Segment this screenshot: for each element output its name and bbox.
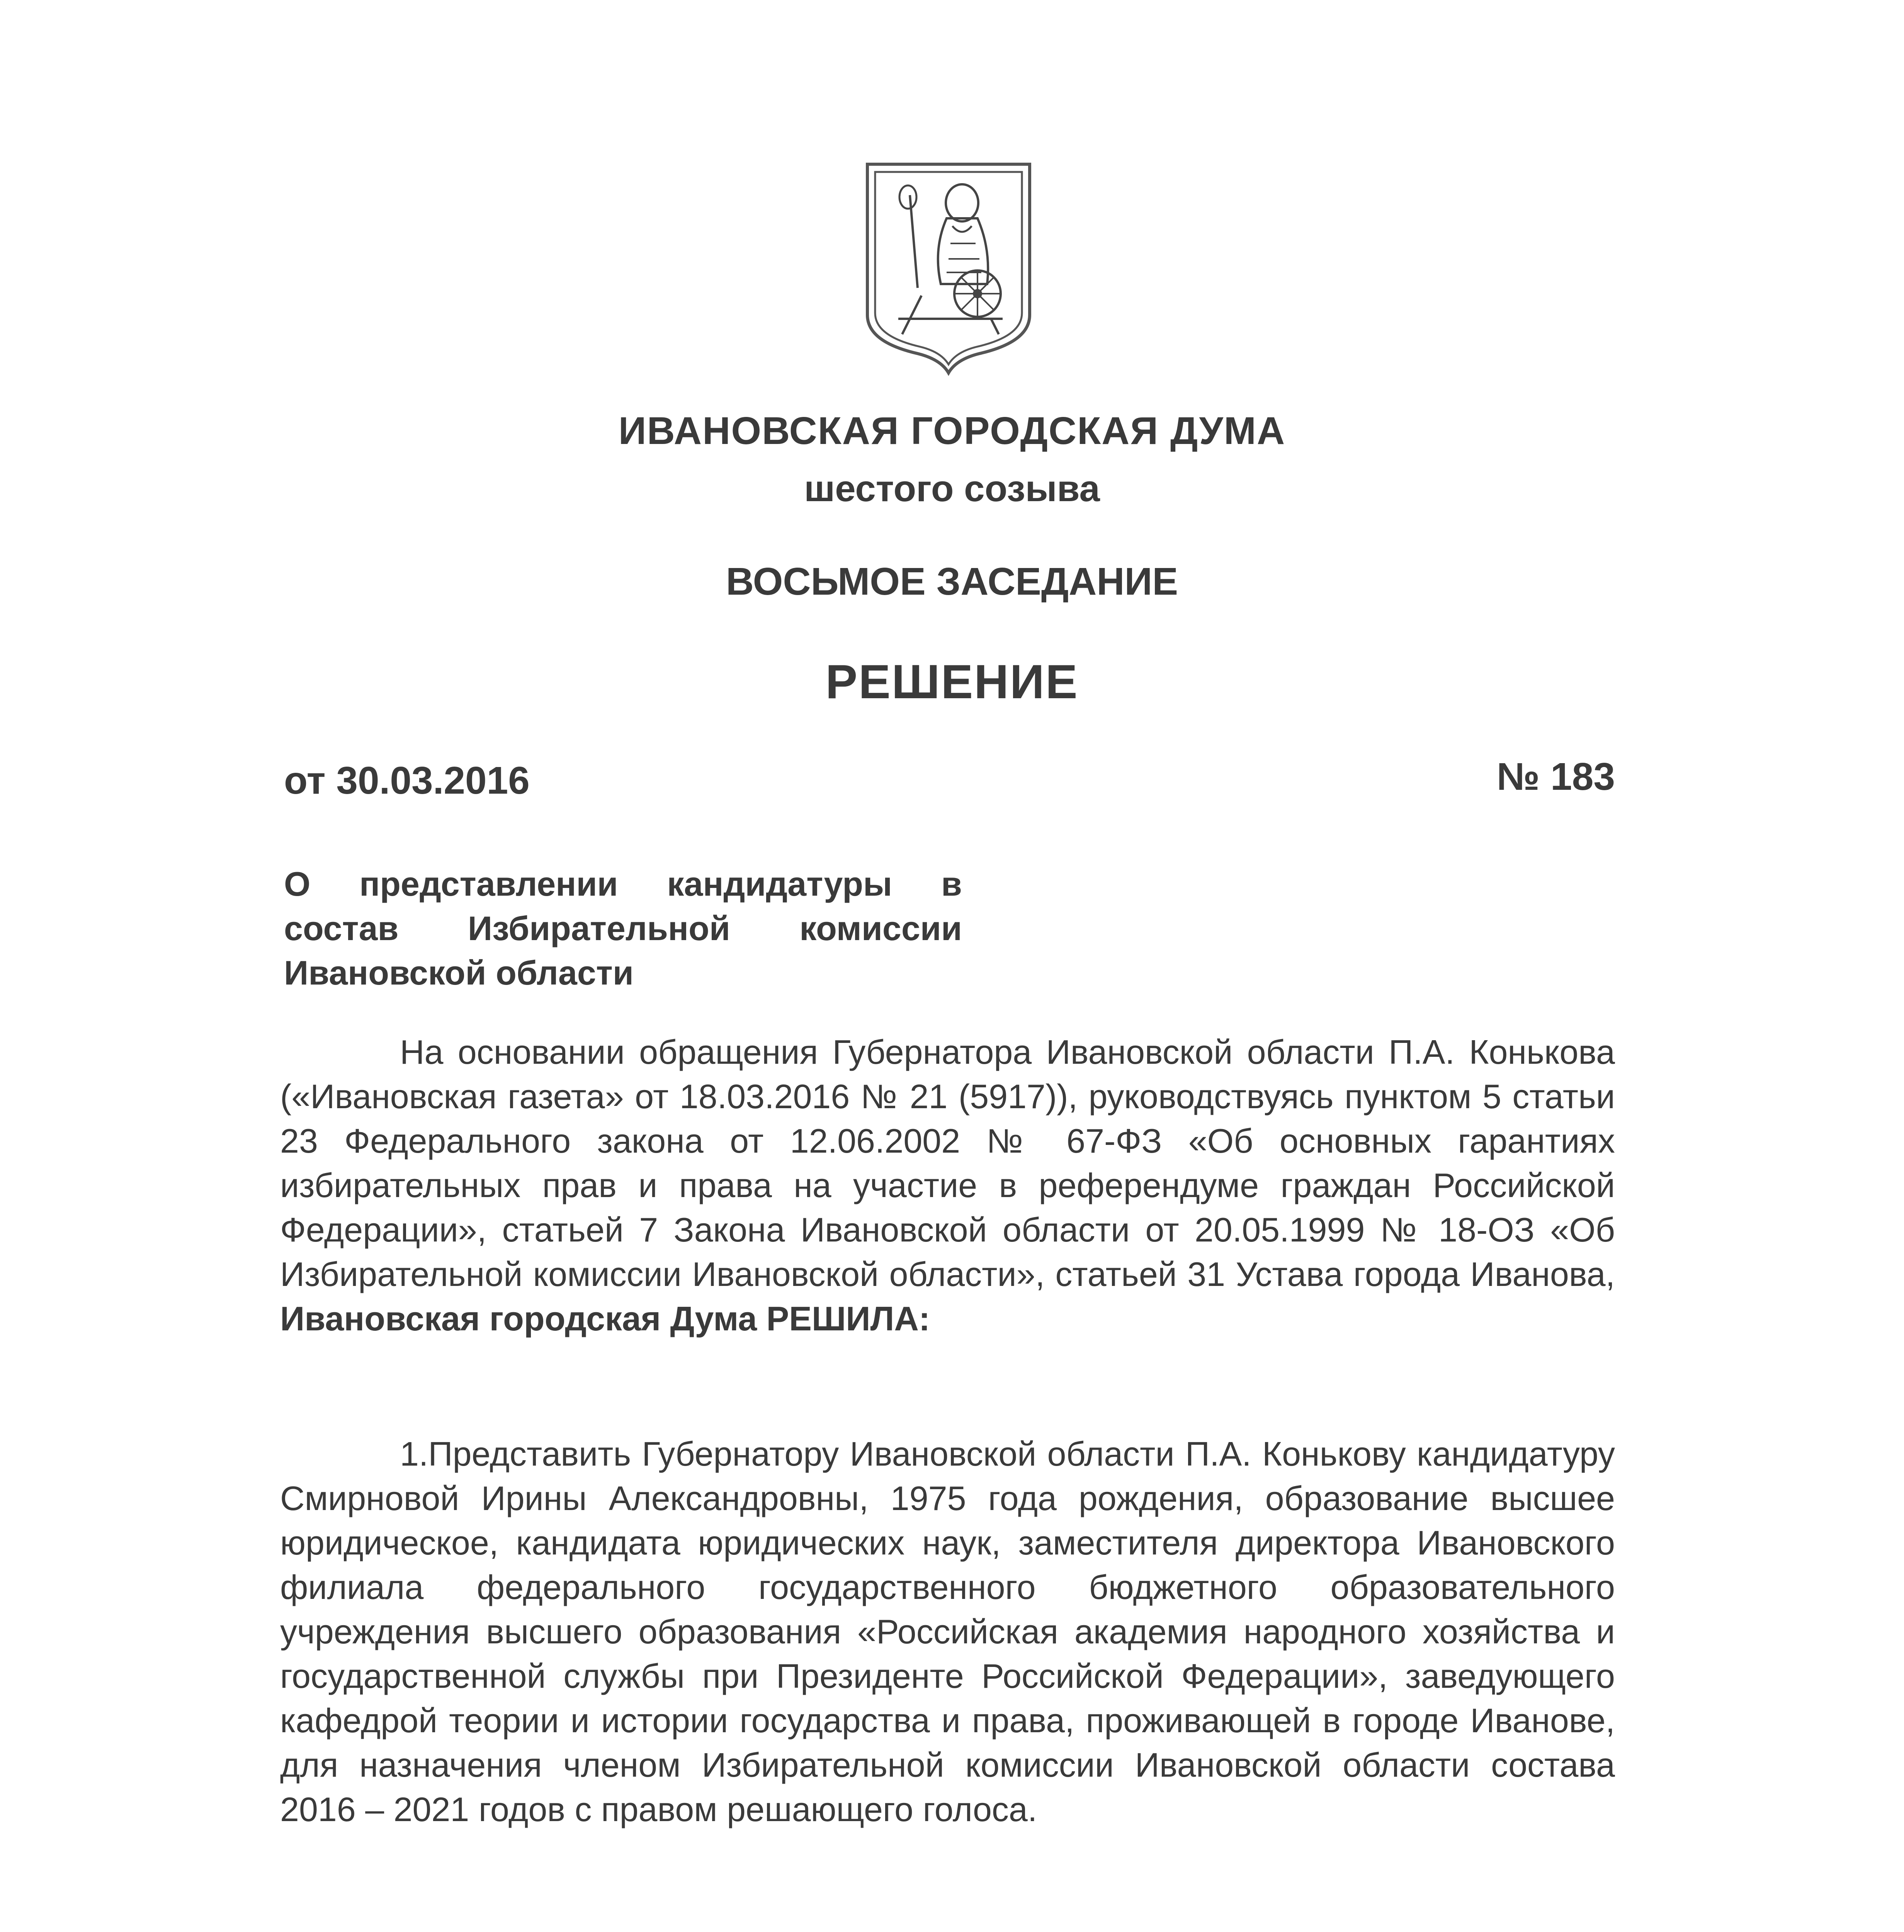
decision-date: от 30.03.2016 <box>284 759 530 802</box>
organization-title: ИВАНОВСКАЯ ГОРОДСКАЯ ДУМА <box>618 409 1286 452</box>
decision-subject: О представлении кандидатуры в состав Избирательной комиссии Ивановской области <box>284 865 962 992</box>
basis-text: На основании обращения Губернатора Ивановской области П.А. Конькова («Ивановская газета» от 18.03.2016 № 21 (5917)), руководствуясь пунктом 5 статьи 23 Федерального закона от 12.06.2002 № 67-ФЗ «Об основных гарантиях избирательных прав и права на участие в референдуме граждан Российской Федерации», статьей 7 Закона Ивановской области от 20.05.1999 № 18-ОЗ «Об Избирательной комиссии Ивановской области», статьей 31 Устава города Иванова, <box>280 1033 1615 1293</box>
convocation-subtitle: шестого созыва <box>804 468 1100 509</box>
document-type-heading: РЕШЕНИЕ <box>825 655 1079 709</box>
coat-of-arms-icon <box>864 160 1034 377</box>
session-title: ВОСЬМОЕ ЗАСЕДАНИЕ <box>726 560 1178 603</box>
decision-number: № 183 <box>1496 755 1615 798</box>
basis-paragraph <box>280 1030 1615 1341</box>
decision-item-1: 1.Представить Губернатору Ивановской области П.А. Конькову кандидатуру Смирновой Ирины Александровны, 1975 года рождения, образование высшее юридическое, кандидата юридических наук, заместителя директора Ивановского филиала федерального государственного бюджетного образовательного учреждения высшего образования «Российская академия народного хозяйства и государственной службы при Президенте Российской Федерации», заведующего кафедрой теории и истории государства и права, проживающей в городе Иванове, для назначения членом Избирательной комиссии Ивановской области состава 2016 – 2021 годов с правом решающего голоса. <box>280 1435 1615 1828</box>
decided-statement: Ивановская городская Дума РЕШИЛА: <box>280 1299 930 1338</box>
